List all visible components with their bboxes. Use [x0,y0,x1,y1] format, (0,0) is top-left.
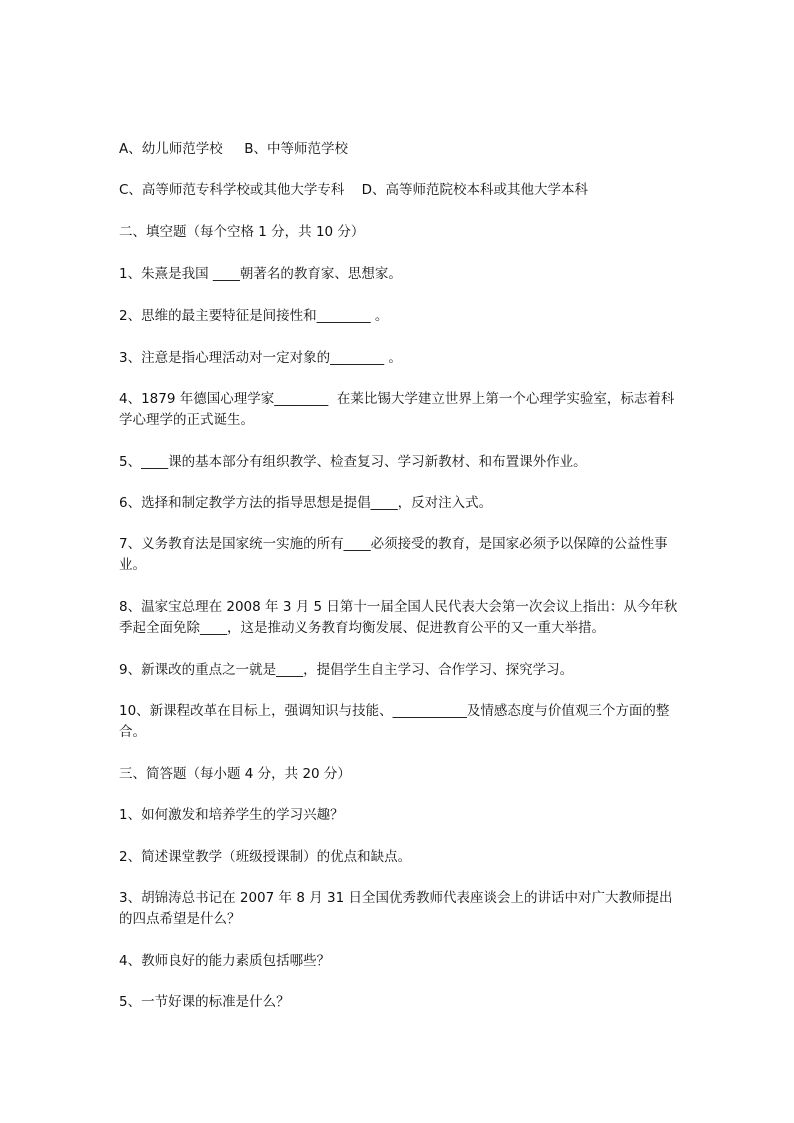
short-answer-question-2: 2、简述课堂教学（班级授课制）的优点和缺点。 [119,849,412,865]
fill-blank-question-8: 8、温家宝总理在 2008 年 3 月 5 日第十一届全国人民代表大会第一次会议上指出：从今年秋季起全面免除____，这是推动义务教育均衡发展、促进教育公平的又一重大举措。 [119,599,678,636]
fill-blank-question-2: 2、思维的最主要特征是间接性和________ 。 [119,308,389,324]
fill-blank-question-6: 6、选择和制定教学方法的指导思想是提倡____，反对注入式。 [119,495,493,511]
section-3-title: 三、简答题（每小题 4 分，共 20 分） [119,766,351,782]
fill-blank-question-5: 5、____课的基本部分有组织教学、检查复习、学习新教材、和布置课外作业。 [119,454,587,470]
choice-options-row-1: A、幼儿师范学校 B、中等师范学校 [119,141,348,157]
fill-blank-question-4: 4、1879 年德国心理学家________ 在莱比锡大学建立世界上第一个心理学实验室，标志着科学心理学的正式诞生。 [119,391,675,428]
choice-options-row-2: C、高等师范专科学校或其他大学专科 D、高等师范院校本科或其他大学本科 [119,182,588,198]
fill-blank-question-3: 3、注意是指心理活动对一定对象的________ 。 [119,350,402,366]
fill-blank-question-10: 10、新课程改革在目标上，强调知识与技能、___________及情感态度与价值观三个方面的整合。 [119,703,670,740]
fill-blank-question-9: 9、新课改的重点之一就是____，提倡学生自主学习、合作学习、探究学习。 [119,662,574,678]
short-answer-question-1: 1、如何激发和培养学生的学习兴趣？ [119,807,344,823]
short-answer-question-4: 4、教师良好的能力素质包括哪些？ [119,953,331,969]
short-answer-question-5: 5、一节好课的标准是什么？ [119,994,290,1010]
section-2-title: 二、填空题（每个空格 1 分，共 10 分） [119,224,365,240]
short-answer-question-3: 3、胡锦涛总书记在 2007 年 8 月 31 日全国优秀教师代表座谈会上的讲话中对广大教师提出的四点希望是什么？ [119,890,673,927]
fill-blank-question-1: 1、朱熹是我国 ____朝著名的教育家、思想家。 [119,266,402,282]
fill-blank-question-7: 7、义务教育法是国家统一实施的所有____必须接受的教育，是国家必须予以保障的公益性事业。 [119,536,668,573]
